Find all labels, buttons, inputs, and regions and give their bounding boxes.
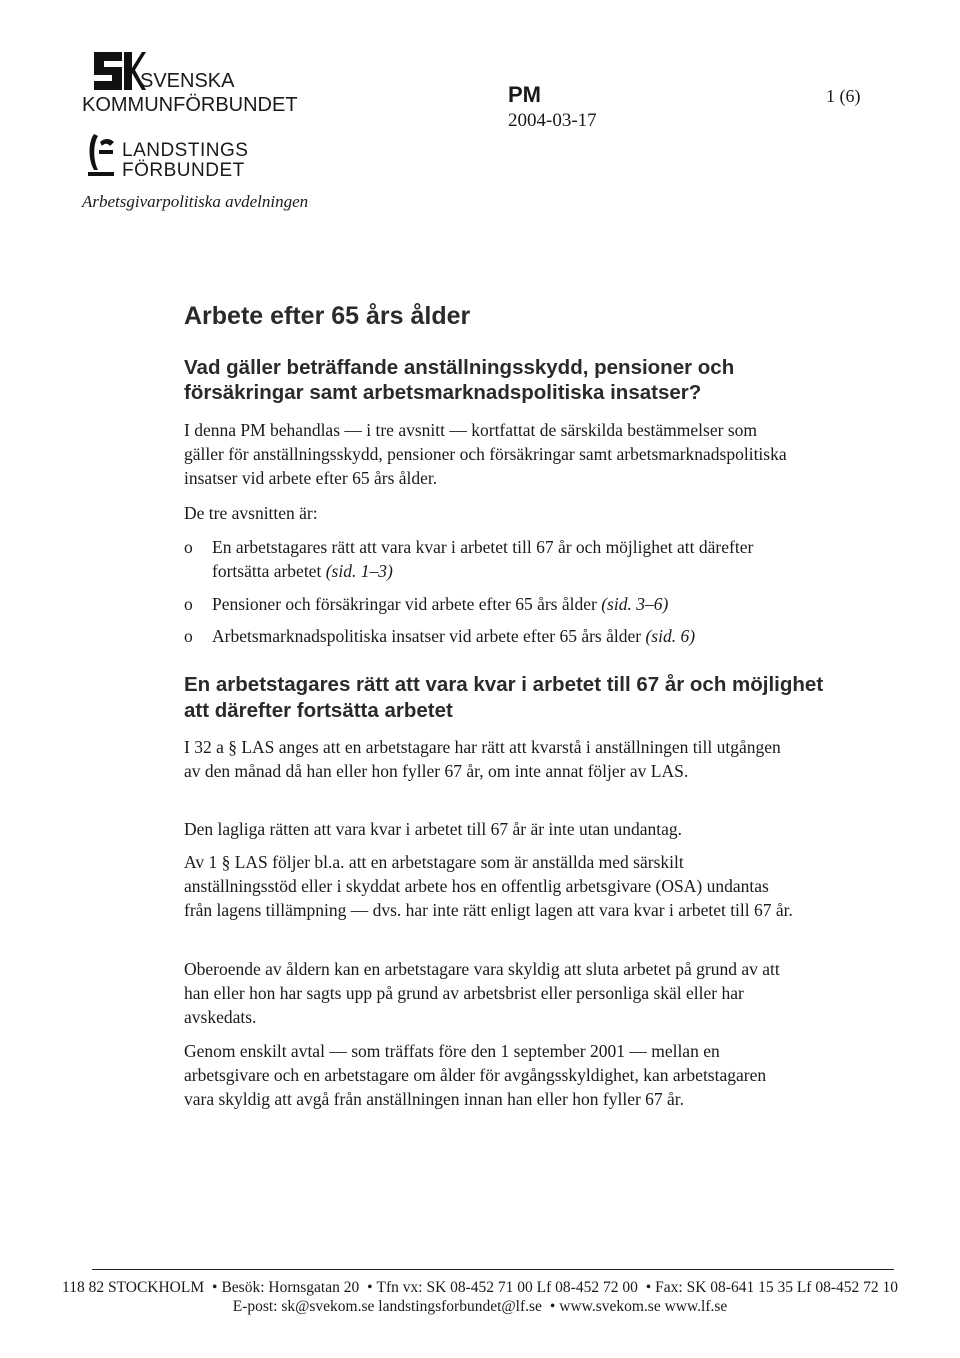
separator-icon: • (645, 1279, 652, 1296)
body-paragraph: Den lagliga rätten att vara kvar i arbetet till 67 år är inte utan undantag. (184, 819, 683, 839)
page-number: 1 (6) (826, 86, 861, 106)
footer-email-label: E-post: (232, 1298, 278, 1315)
footer-contact-line (0, 1279, 960, 1297)
landstingsforbundet-logo-icon (86, 132, 116, 178)
section-list-text: Pensioner och försäkringar vid arbete efter 65 års ålder (212, 594, 597, 614)
footer-web-line (0, 1298, 960, 1316)
section-list-item (184, 624, 794, 648)
separator-icon: • (549, 1298, 556, 1315)
document-subtitle: Vad gäller beträffande anställningsskydd, pensioner och försäkringar samt arbetsmarknadspolitiska insatser? (184, 356, 735, 404)
list-intro: De tre avsnitten är: (184, 503, 318, 523)
org2-name-line2: FÖRBUNDET (122, 160, 245, 181)
section-list-text: En arbetstagares rätt att vara kvar i arbetet till 67 år och möjlighet att därefter fortsätta arbetet (212, 537, 754, 581)
document-type: PM (508, 82, 541, 107)
document-date: 2004-03-17 (508, 110, 597, 131)
separator-icon: • (367, 1279, 373, 1296)
section-list-page-ref: (sid. 3–6) (601, 594, 669, 614)
section-list-text: Arbetsmarknadspolitiska insatser vid arbete efter 65 års ålder (212, 626, 642, 646)
org2-name-line1: LANDSTINGS (122, 140, 249, 161)
footer-email-sk[interactable]: sk@svekom.se (281, 1298, 375, 1315)
section-list-item (184, 535, 794, 583)
footer-fax: Fax: SK 08-641 15 35 Lf 08-452 72 10 (655, 1279, 898, 1296)
bullet-icon: o (184, 594, 193, 614)
section-list-page-ref: (sid. 6) (645, 626, 696, 646)
body-paragraph: Av 1 § LAS följer bl.a. att en arbetstagare som är anställda med särskilt anställningsstöd eller i skyddat arbete hos en offentlig arbetsgivare (OSA) undantas från lagens tillämpning — dvs. har inte rätt enligt lagen att vara kvar i arbetet till 67 år. (184, 852, 793, 920)
org1-name-line1: SVENSKA (140, 70, 235, 92)
footer-visit-address: Besök: Hornsgatan 20 (221, 1279, 360, 1296)
footer-web-lf[interactable]: www.lf.se (664, 1298, 728, 1315)
footer-email-lf[interactable]: landstingsforbundet@lf.se (378, 1298, 542, 1315)
document-title: Arbete efter 65 års ålder (184, 302, 471, 330)
department-name: Arbetsgivarpolitiska avdelningen (82, 192, 309, 211)
section-list-item (184, 592, 794, 616)
svenska-kommunforbundet-logo-icon (90, 48, 146, 94)
footer-divider (92, 1269, 894, 1270)
footer-phone: Tfn vx: SK 08-452 71 00 Lf 08-452 72 00 (376, 1279, 638, 1296)
org1-name-line2: KOMMUNFÖRBUNDET (82, 94, 298, 116)
bullet-icon: o (184, 626, 193, 646)
intro-paragraph: I denna PM behandlas — i tre avsnitt — kortfattat de särskilda bestämmelser som gäller för anställningsskydd, pensioner och försäkringar samt arbetsmarknadspolitiska insatser vid arbete efter 65 års ålder. (184, 420, 787, 488)
section-heading: En arbetstagares rätt att vara kvar i arbetet till 67 år och möjlighet att därefter fortsätta arbetet (184, 673, 824, 722)
footer-address: 118 82 STOCKHOLM (62, 1279, 205, 1296)
footer-web-sk[interactable]: www.svekom.se (559, 1298, 661, 1315)
body-paragraph: Oberoende av åldern kan en arbetstagare vara skyldig att sluta arbetet på grund av att han eller hon har sagts upp på grund av arbetsbrist eller personliga skäl eller har avskedats. (184, 959, 780, 1027)
bullet-icon: o (184, 537, 193, 557)
body-paragraph: I 32 a § LAS anges att en arbetstagare har rätt att kvarstå i anställningen till utgången av den månad då han eller hon fyller 67 år, om inte annat följer av LAS. (184, 737, 781, 781)
section-list-page-ref: (sid. 1–3) (325, 561, 393, 581)
body-paragraph: Genom enskilt avtal — som träffats före den 1 september 2001 — mellan en arbetsgivare och en arbetstagare om ålder för avgångsskyldighet, kan arbetstagaren vara skyldig att avgå från anställningen innan han eller hon fyller 67 år. (184, 1041, 767, 1109)
separator-icon: • (212, 1279, 218, 1296)
